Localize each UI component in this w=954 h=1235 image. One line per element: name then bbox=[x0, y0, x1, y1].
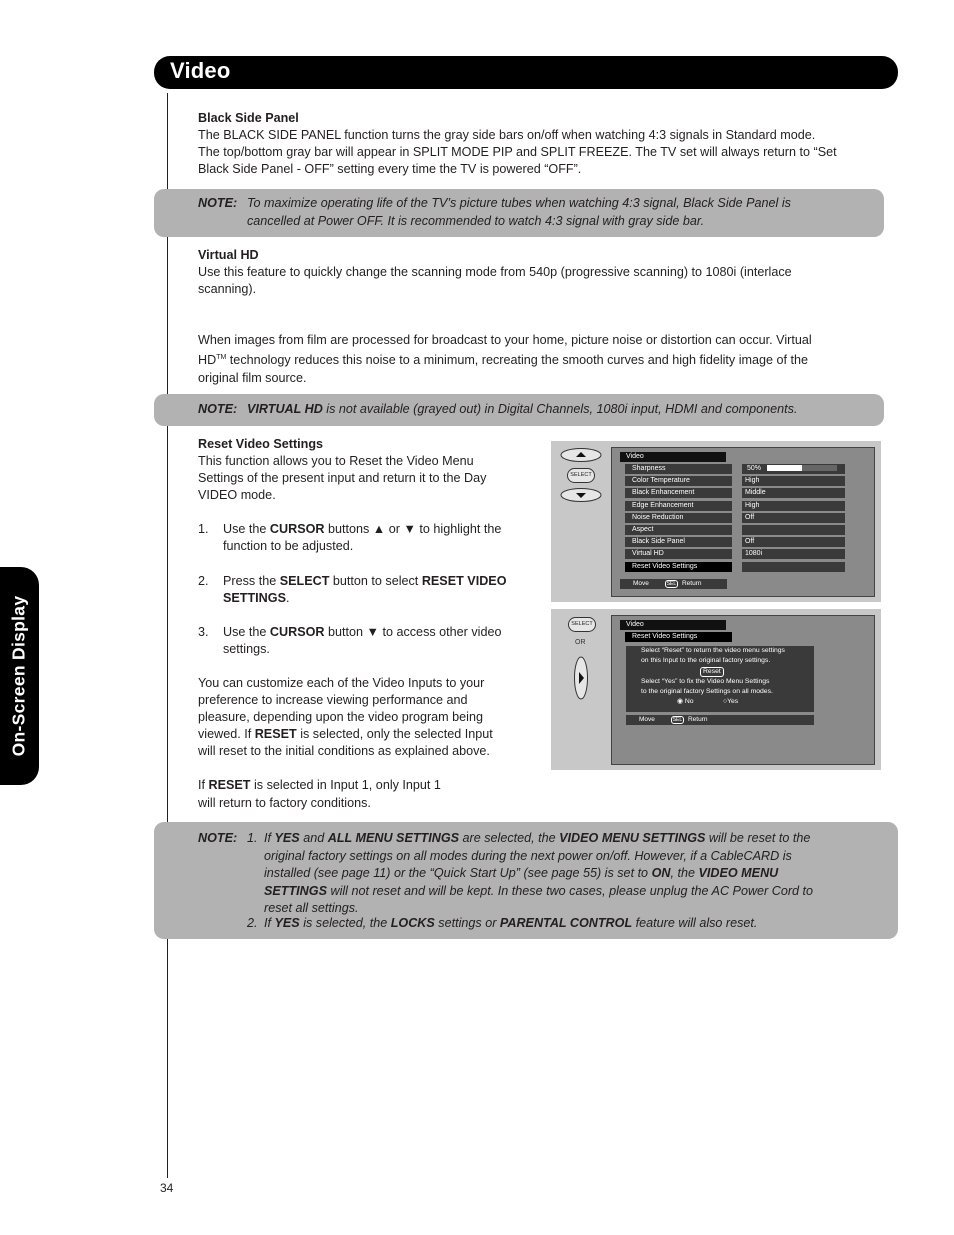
menu-value: Off bbox=[742, 513, 845, 523]
cursor-right-icon bbox=[573, 655, 589, 701]
menu-footer bbox=[620, 579, 727, 589]
text-line: settings. bbox=[223, 641, 270, 656]
paragraph-line bbox=[198, 349, 888, 369]
text-span: technology reduces this noise to a minimum, recreating the smooth curves and high fidelity image of the bbox=[226, 353, 809, 368]
paragraph-line: When images from film are processed for broadcast to your home, picture noise or distortion can occur. Virtual bbox=[198, 333, 812, 348]
text-span: Use the bbox=[223, 522, 270, 537]
text-span: If bbox=[198, 778, 209, 793]
menu-item[interactable]: Black Side Panel bbox=[625, 537, 732, 547]
note-label: NOTE: bbox=[198, 831, 238, 845]
text-bold: ALL MENU SETTINGS bbox=[327, 831, 460, 845]
step-number: 3. bbox=[198, 624, 209, 639]
note-number: 1. bbox=[247, 831, 258, 845]
text-bold: SELECT bbox=[279, 573, 330, 588]
note-line bbox=[264, 883, 894, 901]
menu-item[interactable]: Black Enhancement bbox=[625, 488, 732, 498]
note-line: reset all settings. bbox=[264, 901, 359, 915]
menu-item[interactable]: Noise Reduction bbox=[625, 513, 732, 523]
text-bold: SETTINGS bbox=[264, 883, 327, 898]
menu-item[interactable]: Virtual HD bbox=[625, 549, 732, 559]
value-text: 50% bbox=[747, 465, 762, 472]
move-label: Move bbox=[639, 716, 655, 723]
text-bold: ON bbox=[651, 866, 671, 880]
menu-value bbox=[742, 525, 845, 535]
paragraph-line: Use this feature to quickly change the scanning mode from 540p (progressive scanning) to 1080i (interlace bbox=[198, 265, 792, 280]
text-bold: PARENTAL CONTROL bbox=[499, 916, 633, 930]
menu-illustration-video bbox=[551, 441, 881, 602]
text-span: and bbox=[299, 831, 328, 845]
reset-section bbox=[198, 436, 533, 812]
paragraph-line: pleasure, depending upon the video program being bbox=[198, 710, 483, 725]
tv-screen bbox=[611, 447, 875, 597]
note-bold: VIRTUAL HD bbox=[247, 402, 323, 416]
text-span: HD bbox=[198, 353, 217, 368]
text-bold: LOCKS bbox=[390, 916, 435, 930]
note-line bbox=[247, 401, 854, 419]
reset-dialog bbox=[626, 646, 814, 712]
option-no[interactable] bbox=[677, 697, 694, 707]
text-bold: YES bbox=[274, 831, 300, 845]
menu-item-reset: Reset Video Settings bbox=[625, 632, 732, 642]
menu-item[interactable]: Aspect bbox=[625, 525, 732, 535]
sel-badge: SEL bbox=[672, 717, 683, 723]
section-side-tab bbox=[0, 567, 39, 785]
tv-screen bbox=[611, 615, 875, 765]
paragraph-line bbox=[198, 726, 533, 743]
section-side-tab-label: On-Screen Display bbox=[8, 595, 29, 757]
note-line bbox=[264, 830, 894, 848]
text-bold: YES bbox=[274, 916, 300, 930]
trademark-mark: TM bbox=[216, 354, 227, 362]
sel-badge: SEL bbox=[666, 581, 677, 587]
paragraph-line: This function allows you to Reset the Video Menu bbox=[198, 454, 474, 469]
note-box bbox=[154, 394, 884, 426]
sharpness-level-fill bbox=[767, 465, 802, 471]
text-span: Press the bbox=[223, 573, 280, 588]
text-line: function to be adjusted. bbox=[223, 539, 354, 554]
paragraph-line: Black Side Panel - OFF” setting every time the TV is powered “OFF”. bbox=[198, 162, 582, 177]
section-heading: Black Side Panel bbox=[198, 111, 299, 125]
menu-value bbox=[742, 464, 845, 474]
move-label: Move bbox=[633, 580, 649, 587]
paragraph-line: scanning). bbox=[198, 282, 257, 297]
dialog-line: Select “Yes” to fix the Video Menu Settings bbox=[641, 678, 770, 685]
step-number: 2. bbox=[198, 573, 209, 588]
select-button-icon: SELECT bbox=[567, 468, 595, 483]
paragraph-line: original film source. bbox=[198, 370, 307, 385]
text-span: will be reset to the bbox=[705, 831, 811, 845]
text-span: are selected, the bbox=[459, 831, 560, 845]
menu-value: High bbox=[742, 501, 845, 511]
paragraph-line: Settings of the present input and return it to the Day bbox=[198, 471, 487, 486]
text-bold: RESET VIDEO bbox=[421, 573, 507, 588]
virtual-hd-section bbox=[198, 247, 888, 387]
text-span: is selected, only the selected Input bbox=[296, 727, 493, 742]
text-span: feature will also reset. bbox=[632, 916, 758, 930]
text-span: button to select bbox=[329, 573, 422, 588]
text-span: is selected in Input 1, only Input 1 bbox=[250, 778, 441, 793]
menu-title-bar: Video bbox=[620, 620, 726, 630]
paragraph-line: The BLACK SIDE PANEL function turns the gray side bars on/off when watching 4:3 signals in Standard mode. bbox=[198, 128, 816, 143]
section-heading: Virtual HD bbox=[198, 248, 259, 262]
text-span: If bbox=[264, 831, 275, 845]
note-line: cancelled at Power OFF. It is recommended to watch 4:3 signal with gray side bar. bbox=[247, 213, 705, 228]
text-span: If bbox=[264, 916, 275, 930]
paragraph-line: VIDEO mode. bbox=[198, 488, 276, 503]
text-bold: SETTINGS bbox=[223, 590, 286, 605]
paragraph-line: You can customize each of the Video Inputs to your bbox=[198, 675, 485, 690]
note-label: NOTE: bbox=[198, 196, 238, 210]
or-label: OR bbox=[575, 639, 586, 646]
margin-rule bbox=[167, 93, 168, 1178]
text-bold: VIDEO MENU bbox=[698, 866, 779, 880]
text-span: button ▼ to access other video bbox=[324, 624, 502, 639]
dialog-line: on this Input to the original factory settings. bbox=[641, 657, 771, 664]
text-bold: CURSOR bbox=[269, 522, 325, 537]
text-span: . bbox=[285, 590, 290, 605]
menu-value bbox=[742, 562, 845, 572]
paragraph-line: The top/bottom gray bar will appear in SPLIT MODE PIP and SPLIT FREEZE. The TV set will always return to “Set bbox=[198, 145, 837, 160]
text-span: viewed. If bbox=[198, 727, 255, 742]
reset-button[interactable]: Reset bbox=[700, 667, 724, 677]
menu-title-bar: Video bbox=[620, 452, 726, 462]
paragraph-line: will return to factory conditions. bbox=[198, 795, 371, 810]
step-item bbox=[198, 573, 533, 607]
menu-value: 1080i bbox=[742, 549, 845, 559]
text-bold: CURSOR bbox=[269, 624, 325, 639]
text-span: settings or bbox=[434, 916, 500, 930]
menu-item[interactable]: Sharpness bbox=[625, 464, 732, 474]
page-number: 34 bbox=[160, 1181, 174, 1195]
sharpness-level-bar bbox=[767, 465, 837, 471]
option-label: Yes bbox=[727, 698, 739, 705]
dialog-line: Select “Reset” to return the video menu settings bbox=[641, 647, 785, 654]
text-bold: RESET bbox=[208, 778, 251, 793]
step-number: 1. bbox=[198, 522, 209, 537]
note-box bbox=[154, 822, 898, 939]
text-span: is not available (grayed out) in Digital Channels, 1080i input, HDMI and components. bbox=[322, 402, 798, 416]
option-label: No bbox=[684, 698, 694, 705]
paragraph-line: preference to increase viewing performance and bbox=[198, 693, 468, 708]
note-number: 2. bbox=[247, 916, 258, 930]
dialog-line: to the original factory Settings on all modes. bbox=[641, 688, 773, 695]
radio-selected-icon: ◉ bbox=[677, 698, 683, 705]
note-line bbox=[264, 865, 894, 883]
text-bold: VIDEO MENU SETTINGS bbox=[559, 831, 706, 845]
menu-item[interactable]: Reset Video Settings bbox=[625, 562, 732, 572]
step-item bbox=[198, 521, 533, 555]
menu-illustration-reset bbox=[551, 609, 881, 770]
note-label: NOTE: bbox=[198, 402, 238, 416]
text-span: buttons ▲ or ▼ to highlight the bbox=[324, 522, 502, 537]
text-span: installed (see page 11) or the “Quick Start Up” (see page 55) is set to bbox=[264, 866, 652, 880]
text-span: Use the bbox=[223, 624, 270, 639]
paragraph-line: will reset to the initial conditions as explained above. bbox=[198, 744, 490, 759]
text-span: is selected, the bbox=[299, 916, 391, 930]
option-yes[interactable] bbox=[723, 697, 738, 707]
menu-value: Middle bbox=[742, 488, 845, 498]
menu-footer bbox=[626, 715, 814, 725]
text-span: , the bbox=[670, 866, 699, 880]
note-item-1 bbox=[264, 830, 894, 918]
note-line: original factory settings on all modes during the next power on/off. However, if a CableCARD is bbox=[264, 848, 792, 863]
section-heading: Reset Video Settings bbox=[198, 437, 324, 451]
paragraph-line bbox=[198, 777, 533, 794]
return-label: Return bbox=[687, 716, 708, 723]
select-button-icon: SELECT bbox=[568, 617, 596, 632]
menu-item[interactable]: Color Temperature bbox=[625, 476, 732, 486]
return-label: Return bbox=[681, 580, 702, 587]
text-span: will not reset and will be kept. In these two cases, please unplug the AC Power Cord to bbox=[326, 883, 814, 898]
note-item-2 bbox=[264, 915, 894, 933]
text-bold: RESET bbox=[254, 727, 297, 742]
menu-value: High bbox=[742, 476, 845, 486]
note-line: To maximize operating life of the TV’s picture tubes when watching 4:3 signal, Black Side Panel is bbox=[247, 196, 791, 210]
menu-item[interactable]: Edge Enhancement bbox=[625, 501, 732, 511]
step-item bbox=[198, 624, 533, 658]
page-title: Video bbox=[170, 58, 231, 83]
black-side-panel-section bbox=[198, 110, 888, 178]
note-box bbox=[154, 189, 884, 237]
radio-empty-icon: ○ bbox=[723, 698, 728, 705]
page-header bbox=[154, 56, 898, 89]
menu-value: Off bbox=[742, 537, 845, 547]
